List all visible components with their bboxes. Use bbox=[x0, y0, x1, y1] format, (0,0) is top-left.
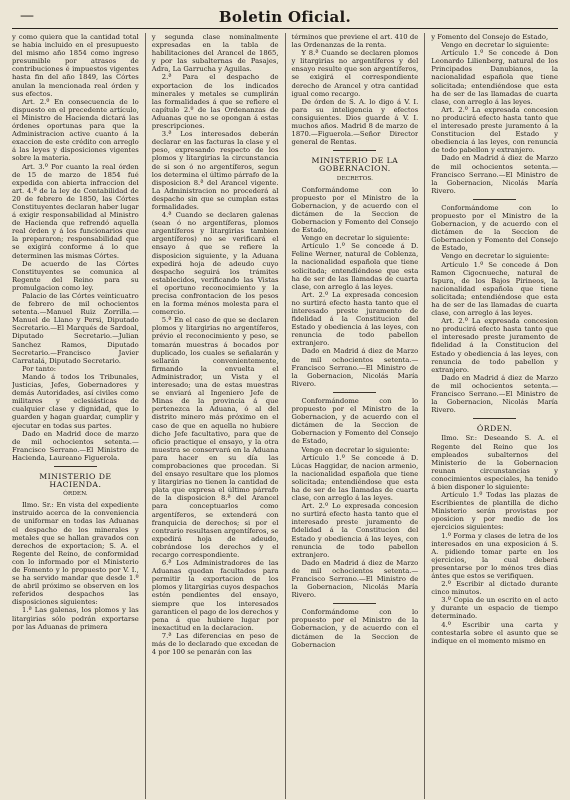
column-1 bbox=[12, 33, 139, 799]
paragraph: 1.ª Las galenas, los plomos y las litargirias sólo podrán exportarse por las Aduanas de primera bbox=[12, 606, 139, 631]
section-divider bbox=[333, 150, 376, 151]
paragraph: Art. 2.º Lo expresada concesion no surtirá efecto hasta tanto que el interesado preste juramento de fidelidad á la Constitucion del Estado y obediencia á las leyes, con renuncia de todo pabellon extranjero. bbox=[291, 502, 419, 559]
paragraph: Artículo 1.º Se concede á D. Feline Werner, natural de Coblenza, la nacionalidad española que tiene solicitada; entendiéndose que esta ha de ser de las llamadas de cuarta clase, con arreglo á las leyes. bbox=[291, 242, 419, 291]
paragraph: Artículo 1.º Se concede á Don Ramon Cigocnueche, natural de Ispura, de los Bajos Pirineos, la nacionalidad española que tiene solicitada; entendiéndose que esta ha de ser de las llamadas de cuarta clase, con arreglo á las leyes. bbox=[431, 260, 558, 318]
newspaper-title: Boletin Oficial. bbox=[218, 8, 352, 26]
section-heading: MINISTERIO DE HACIENDA. bbox=[39, 471, 112, 490]
paragraph: y segunda clase nominalmente expresadas en la tabla de habilitaciones del Arancel de 1865, y por las subalternas de Pasajes, Adra, La Garrucha y Aguilas. bbox=[151, 33, 279, 74]
paragraph: De acuerdo de las Córtes Constituyentes se comunica al Regente del Reino para su promulgacion como ley. bbox=[12, 259, 139, 292]
paragraph: 3.º Copia de un escrito en el acto y durante un espacio de tiempo determinado. bbox=[431, 596, 558, 621]
paragraph: Conformándome con lo propuesto por el Ministro de la Gobernacion, y de acuerdo con el dictámen de la Seccion de Gobernacion y Fomento del Consejo de Estado, bbox=[291, 185, 419, 235]
paragraph: y como quiera que la cantidad total se habia incluido en el presupuesto del mismo año 1854 como ingreso presumible por atrasos de contribuciones é impuestos vigentes hasta fin del año 1849, las Córtes anulan la mencionada real órden y sus efectos. bbox=[12, 33, 139, 98]
paragraph: Art. 2.º La expresada concesion no producirá efecto hasta tanto que el interesado preste juramento de fidelidad á la Constitucion del Estado y obediencia á las leyes, con renuncia de todo pabellon y extranjero. bbox=[431, 317, 558, 374]
paragraph: De órden de S. A. lo digo á V. I. para su inteligencia y efectos consiguientes. Dios guarde á V. I. muchos años. Madrid 8 de marzo de 1870.—Figuerola.—Señor Director general de Rentas. bbox=[291, 97, 419, 147]
page-header bbox=[12, 6, 558, 29]
columns bbox=[12, 33, 558, 799]
paragraph: Y 8.ª Cuando se declaren plomos y litargirias no argentíferos y del ensayo resulte que son argentíferos, se exigirá el correspondiente derecho de Arancel y otra cantidad igual como recargo. bbox=[291, 49, 419, 98]
section-subheading: DECRETOS. bbox=[336, 175, 373, 182]
paragraph: 5.ª En el caso de que se declaren plomos y litargirias no argentíferos, prévio el reconocimiento y peso, se tomarán muestras á bocados por duplicado, los cuales se señalarán y sellarán convenientemente, firmando la envuelta el Administrador, un Vista y el interesado; una de estas muestras se enviará al Ingeniero Jefe de Minas de la provincia á que pertenezca la Aduana, ó al del distrito minero más próximo en el caso de que en aquella no hubiere dicho Jefe facultativo, para que de oficio practique el ensayo, y la otra muestra se conservará en la Aduana para hacer en su día las comprobaciones que procedan. Si del ensayo resultare que los plomos y litargirias no tienen la cantidad de plata que expresa el último párrafo de la disposicion 8.ª del Arancel para conceptuarlos como argentíferos, se extenderá con franquicia de derechos; si por el contrario resultasen argentíferos, se expedirá hoja de adeudo, cobrándose los derechos y el recargo correspondiente. bbox=[151, 316, 279, 559]
column-4 bbox=[424, 33, 558, 799]
paragraph: Dado en Madrid á diez de Marzo de mil ochocientos setenta.—Francisco Serrano.—El Ministro de la Gobernacion, Nicolás María Rivero. bbox=[291, 347, 419, 388]
paragraph: 6.ª Los Administradores de las Aduanas quedan facultados para permitir la exportacion de los plomos y litargirias cuyos despachos estén pendientes del ensayo, siempre que los interesados garanticen el pago de los derechos y pena á que hubiere lugar por inexactitud en la declaracion. bbox=[151, 559, 279, 632]
paragraph: Art. 2.º En consecuencia de lo dispuesto en el precedente artículo, el Ministro de Hacienda dictará las órdenes oportunas para que la Administracion active cuanto á la exaccion de este crédito con arreglo á las leyes y disposiciones vigentes sobre la materia. bbox=[12, 97, 139, 163]
header-dash: — bbox=[20, 8, 34, 24]
paragraph: Mando á todos los Tribunales, Justicias, Jefes, Gobernadores y demás Autoridades, así civiles como militares y eclesiásticas de cualquier clase y dignidad, que lo guarden y hagan guardar, cumplir y ejecutar en todas sus partes. bbox=[12, 372, 139, 430]
paragraph: 3.ª Los interesados deberán declarar en las facturas la clase y el peso, expresando respecto de los plomos y litargirias la circunstancia de si son ó no argentíferos, segun los determina el último párrafo de la disposicion 8.ª del Arancel vigente. La Administracion no procederá al despacho sin que se cumplan estas formalidades. bbox=[151, 130, 279, 211]
paragraph: Vengo en decretar lo siguiente: bbox=[301, 445, 410, 454]
paragraph: Dado en Madrid á diez de Marzo de mil ochocientos setenta.—Francisco Serrano.—El Ministro de la Gobernacion, Nicolás María Rivero. bbox=[431, 154, 558, 195]
paragraph: Dado en Madrid á diez de Marzo de mil ochocientos setenta.—Francisco Serrano.—El Ministro de la Gobernacion, Nicolás María Rivero. bbox=[431, 373, 558, 415]
section-divider bbox=[333, 392, 376, 393]
section-divider bbox=[473, 199, 516, 200]
paragraph: y Fomento del Consejo de Estado, bbox=[431, 33, 549, 41]
paragraph: Dado en Madrid á diez de Marzo de mil ochocientos setenta.—Francisco Serrano.—El Ministro de la Gobernacion, Nicolás María Rivero. bbox=[291, 558, 419, 600]
paragraph: Por tanto: bbox=[22, 364, 57, 373]
section-subheading: ÓRDEN. bbox=[63, 491, 88, 498]
paragraph: Vengo en decretar lo siguiente: bbox=[441, 252, 550, 261]
paragraph: Conformándome con lo propuesto por el Ministro de la Gobernacion, y de acuerdo con el dictámen de la Seccion de Gobernacion y Fomento del Consejo de Estado, bbox=[431, 203, 558, 253]
paragraph: 1.º Forma y clases de letra de los interesados en una exposicion á S. A. pidiendo tomar parte en los ejercicios, la cual deberá presentarse por lo ménos tres dias ántes que estos se verifiquen. bbox=[431, 531, 558, 580]
paragraph: Conformándome con lo propuesto por el Ministro de la Gobernacion, y de acuerdo con el dictámen de la Seccion de Gobernacion bbox=[291, 608, 419, 649]
paragraph: Art. 2.º La expresada concesion no producirá efecto hasta tanto que el interesado preste juramento á la Constitucion del Estado y obediencia á las leyes, con renuncia de todo pabellon y extranjero. bbox=[431, 105, 558, 155]
paragraph: 7.ª Las diferencias en peso de más de lo declarado que excedan de 4 por 100 se penarán con las bbox=[151, 631, 279, 657]
paragraph: Artículo 1.º Todas las plazas de Escribientes de plantilla de dicho Ministerio serán provistas por oposicion y por medio de los ejercicios siguientes: bbox=[431, 491, 558, 532]
paragraph: Artículo 1.º Se concede á Don Leonardo Lilienberg, natural de los Principados Danubianos, la nacionalidad española que tiene solicitada; entendiéndose que esta ha de ser de las llamadas de cuarta clase, con arreglo á las leyes. bbox=[431, 49, 558, 106]
paragraph: 4.º Escribir una carta y contestarla sobre el asunto que se indique en el momento mismo en bbox=[431, 620, 558, 645]
paragraph: términos que previene el art. 410 de las Ordenanzas de la renta. bbox=[291, 33, 419, 50]
paragraph: Vengo en decretar lo siguiente: bbox=[301, 234, 410, 243]
section-heading: MINISTERIO DE LA GOBERNACION. bbox=[311, 156, 399, 174]
paragraph: Palacio de las Córtes veinticuatro de febrero de mil ochocientos setenta.—Manuel Ruiz Zorrilla.—Manuel de Llano y Persi, Diputado Secretario.—El Marqués de Sardoal, Diputado Secretario.—Julian Sanchez Ramos, Diputado Secretario.—Francisco Javier Carratalá, Diputado Secretario. bbox=[12, 292, 139, 365]
paragraph: Dado en Madrid doce de marzo de mil ochocientos setenta.—Francisco Serrano.—El Ministro de Hacienda, Laureano Figuerola. bbox=[12, 429, 139, 462]
paragraph: Art. 2.º La expresada concesion no surtirá efecto hasta tanto que el interesado preste juramento de fidelidad á la Constitucion del Estado y obediencia á las leyes, con renuncia de todo pabellon extranjero. bbox=[291, 290, 419, 348]
paragraph: Ilmo. Sr.: Deseando S. A. el Regente del Reino que los empleados subalternos del Ministerio de la Gobernacion reunan circunstancias y conocimientos especiales, ha tenido á bien disponer lo siguiente: bbox=[431, 434, 558, 491]
column-2 bbox=[145, 33, 279, 799]
paragraph: Conformándome con lo propuesto por el Ministro de la Gobernacion, y de acuerdo con el dictámen de la Seccion de Gobernacion y Fomento del Consejo de Estado, bbox=[291, 396, 419, 446]
paragraph: 2.ª Para el despacho de exportacion de los indicados minerales y metales se cumplirán las formalidades á que se refiere el capítulo 2.º de las Ordenanzas de Aduanas que no se opongan á estas prescripciones. bbox=[151, 73, 279, 131]
paragraph: Ilmo. Sr.: En vista del expediente instruido acerca de la conveniencia de uniformar en todas las Aduanas el despacho de los minerales y metales que se hallan gravados con derechos de exportacion; S. A. el Regente del Reino, de conformidad con lo informado por el Ministerio de Fomento y lo propuesto por V. I., se ha servido mandar que desde 1.º de abril próximo se observen en los referidos despachos las disposiciones siguientes: bbox=[12, 501, 139, 607]
section-divider bbox=[54, 466, 97, 467]
section-divider bbox=[473, 418, 516, 419]
column-3 bbox=[285, 33, 419, 799]
paragraph: Art. 3.º Por cuanto la real órden de 15 de marzo de 1854 fué expedida con abierta infraccion del art. 4.º de la ley de Contabilidad de 20 de febrero de 1850, las Córtes Constituyentes declaran haber lugar á exigir responsabilidad al Ministro de Hacienda que refrendó aquella real órden y á los funcionarios que la prepararon; responsabilidad que se exigirá conforme á lo que determinen las mismas Córtes. bbox=[12, 162, 139, 260]
paragraph: 4.ª Cuando se declaren galenas (sean ó no argentíferas, plomos argentíferos y litargirias tambien argentíferos) no se verificará el ensayo á que se refiere la disposicion siguiente, y la Aduana expedirá hoja de adeudo cuyo despacho seguirá los trámites establecidos, verificando las Vistas el oportuno reconocimiento y la precisa confrontacion de los pesos en la forma ménos molesta para el comercio. bbox=[151, 211, 279, 317]
paragraph: Vengo en decretar lo siguiente: bbox=[441, 41, 550, 50]
paragraph: Artículo 1.º Se concede á D. Lúcas Haggidar, de nacion armenio, la nacionalidad española que tiene solicitada; entendiéndose que esta ha de ser de las llamadas de cuarta clase, con arreglo á las leyes. bbox=[291, 453, 419, 503]
section-divider bbox=[333, 603, 376, 604]
section-heading: ÓRDEN. bbox=[476, 424, 513, 434]
paragraph: 2.º Escribir al dictado durante cinco minutos. bbox=[431, 580, 558, 597]
